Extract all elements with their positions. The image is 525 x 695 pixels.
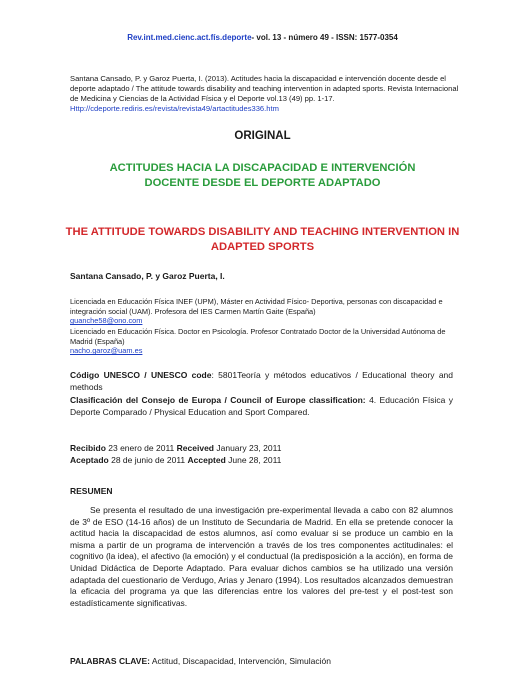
- keywords-value: Actitud, Discapacidad, Intervención, Simulación: [149, 656, 331, 666]
- keywords-line: [70, 656, 453, 668]
- title-spanish: ACTITUDES HACIA LA DISCAPACIDAD E INTERVENCIÓN DOCENTE DESDE EL DEPORTE ADAPTADO: [109, 162, 416, 189]
- affiliation-2: [70, 327, 460, 356]
- affiliation-1-text: Licenciada en Educación Física INEF (UPM), Máster en Actividad Físico- Deportiva, personas con discapacidad e integración social (UAM). Profesora del IES Carmen Martín Gaite (España): [70, 297, 443, 316]
- affiliation-1-email[interactable]: guanche58@ono.com: [70, 316, 143, 326]
- unesco-code-value: : 5801Teoría y métodos educativos / Educational theory and methods: [70, 370, 453, 392]
- unesco-code: [70, 370, 453, 393]
- classification-label: Clasificación del Consejo de Europa / Council of Europe classification:: [70, 395, 366, 405]
- aceptado-value: 28 de junio de 2011: [108, 454, 188, 465]
- keywords-label: PALABRAS CLAVE:: [70, 656, 150, 666]
- citation-link[interactable]: Http://cdeporte.rediris.es/revista/revista49/artactitudes336.htm: [70, 104, 279, 113]
- accepted-value: June 28, 2011: [225, 454, 282, 465]
- authors-line: Santana Cansado, P. y Garoz Puerta, I.: [70, 271, 225, 281]
- unesco-code-label: Código UNESCO / UNESCO code: [70, 370, 212, 380]
- affiliation-2-text: Licenciado en Educación Física. Doctor en Psicología. Profesor Contratado Doctor de la Universidad Autónoma de Madrid (España): [70, 327, 446, 346]
- journal-name: Rev.int.med.cienc.act.fís.deporte: [127, 33, 252, 42]
- aceptado-label: Aceptado: [70, 454, 109, 465]
- received-value: January 23, 2011: [214, 443, 282, 453]
- dates-block: [70, 443, 453, 466]
- title-english: THE ATTITUDE TOWARDS DISABILITY AND TEACHING INTERVENTION IN ADAPTED SPORTS: [65, 226, 460, 253]
- affiliation-1: [70, 297, 460, 326]
- recibido-label: Recibido: [70, 443, 106, 453]
- citation-block: [70, 74, 465, 114]
- accepted-label: Accepted: [187, 454, 226, 465]
- recibido-value: 23 enero de 2011: [105, 443, 177, 453]
- received-label: Received: [176, 443, 214, 453]
- journal-header: [0, 33, 525, 42]
- classification-value: 4. Educación Física y Deporte Comparado / Physical Education and Sport Compared.: [70, 395, 453, 417]
- resumen-heading: RESUMEN: [70, 486, 113, 496]
- journal-info: - vol. 13 - número 49 - ISSN: 1577-0354: [251, 33, 398, 42]
- affiliation-2-email[interactable]: nacho.garoz@uam.es: [70, 346, 143, 356]
- resumen-body: [70, 505, 453, 609]
- resumen-text: Se presenta el resultado de una investigación pre-experimental llevada a cabo con 82 alumnos de 3º de ESO (14-16 años) de un Instituto de Secundaria de Madrid. En ella se pretende conocer la actitud hacia la discapacidad de estos alumnos, así como evaluar si se produce un cambio en la misma a partir de un programa de intervención a través de los tres componentes actitudinales: el cognitivo (la idea), el afectivo (la emoción) y el conductual (la predisposición a la acción), en forma de Unidad Didáctica de Deporte Adaptado. Para evaluar dichos cambios se ha utilizado una versión adaptada del cuestionario de Verdugo, Arias y Jenaro (1994). Los resultados alcanzados demuestran la eficacia del programa ya que las diferencias entre los valores del pre-test y el post-test son estadísticamente significativas.: [70, 505, 453, 608]
- citation-text: Santana Cansado, P. y Garoz Puerta, I. (2013). Actitudes hacia la discapacidad e intervención docente desde el deporte adaptado / The attitude towards disability and teaching intervention in adapted sports. Revista Internacional de Medicina y Ciencias de la Actividad Física y el Deporte vol.13 (49) pp. 1-17.: [70, 74, 459, 103]
- council-classification: [70, 395, 453, 418]
- section-label: ORIGINAL: [234, 130, 291, 142]
